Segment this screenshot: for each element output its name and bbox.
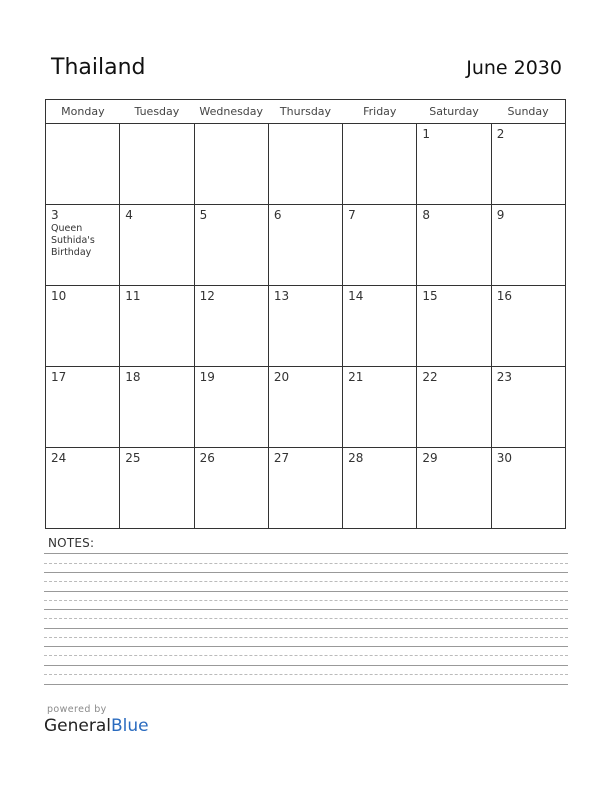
calendar-grid xyxy=(45,99,566,529)
notes-line xyxy=(44,684,568,685)
weekday-header: Friday xyxy=(343,100,417,124)
day-cell xyxy=(417,205,491,286)
notes-line-dashed xyxy=(44,563,568,564)
day-number: 1 xyxy=(422,127,431,141)
day-cell xyxy=(417,367,491,448)
month-title: June 2030 xyxy=(466,57,562,79)
day-cell xyxy=(343,367,417,448)
notes-line xyxy=(44,572,568,573)
week-row xyxy=(46,367,566,448)
day-cell xyxy=(120,367,194,448)
day-number: 28 xyxy=(348,451,364,465)
notes-line-dashed xyxy=(44,618,568,619)
weekday-header: Saturday xyxy=(417,100,491,124)
day-cell xyxy=(268,286,342,367)
day-cell xyxy=(343,286,417,367)
day-cell xyxy=(194,124,268,205)
day-cell xyxy=(343,124,417,205)
day-number: 30 xyxy=(496,451,512,465)
weekday-header: Wednesday xyxy=(194,100,268,124)
day-number: 9 xyxy=(496,208,505,222)
day-number: 8 xyxy=(422,208,431,222)
day-cell xyxy=(343,205,417,286)
day-number: 3 xyxy=(51,208,59,222)
weekday-header: Monday xyxy=(46,100,120,124)
day-cell xyxy=(46,286,120,367)
day-cell xyxy=(120,286,194,367)
notes-line xyxy=(44,628,568,629)
week-row xyxy=(46,124,566,205)
day-cell xyxy=(194,448,268,529)
day-number: 21 xyxy=(348,370,364,384)
day-cell xyxy=(194,367,268,448)
day-number: 19 xyxy=(199,370,215,384)
day-number: 2 xyxy=(496,127,505,141)
notes-line-dashed xyxy=(44,655,568,656)
holiday-label: Queen Suthida's Birthday xyxy=(51,223,95,258)
notes-line xyxy=(44,646,568,647)
day-number: 11 xyxy=(125,289,141,303)
day-cell xyxy=(268,448,342,529)
day-cell xyxy=(268,124,342,205)
powered-by-text: powered by xyxy=(47,704,107,715)
country-title: Thailand xyxy=(51,55,146,80)
day-cell xyxy=(417,286,491,367)
day-number: 16 xyxy=(496,289,512,303)
day-number: 12 xyxy=(199,289,215,303)
day-number: 22 xyxy=(422,370,438,384)
weekday-header: Thursday xyxy=(268,100,342,124)
notes-line-dashed xyxy=(44,637,568,638)
day-number: 23 xyxy=(496,370,512,384)
day-cell xyxy=(46,367,120,448)
brand-logo xyxy=(44,716,149,736)
brand-blue: Blue xyxy=(111,716,149,736)
day-number: 17 xyxy=(51,370,67,384)
day-cell xyxy=(46,124,120,205)
day-cell xyxy=(268,205,342,286)
day-cell xyxy=(417,448,491,529)
day-number: 27 xyxy=(273,451,290,465)
day-number: 18 xyxy=(125,370,141,384)
day-number: 7 xyxy=(348,208,356,222)
day-number: 5 xyxy=(199,208,208,222)
day-number: 10 xyxy=(51,289,67,303)
weekday-header: Sunday xyxy=(491,100,565,124)
notes-line xyxy=(44,665,568,666)
day-number: 25 xyxy=(125,451,141,465)
day-number: 15 xyxy=(422,289,438,303)
week-row xyxy=(46,205,566,286)
day-number: 24 xyxy=(51,451,67,465)
day-cell xyxy=(120,124,194,205)
day-cell xyxy=(194,205,268,286)
day-cell xyxy=(46,205,120,286)
notes-line xyxy=(44,553,568,554)
day-cell xyxy=(46,448,120,529)
day-number: 29 xyxy=(422,451,438,465)
day-cell xyxy=(491,205,565,286)
day-cell xyxy=(120,205,194,286)
day-number: 4 xyxy=(125,208,133,222)
brand-general: General xyxy=(44,716,111,736)
week-row xyxy=(46,286,566,367)
day-number: 20 xyxy=(273,370,290,384)
day-number: 14 xyxy=(348,289,364,303)
weekday-header-row xyxy=(46,100,566,124)
notes-line xyxy=(44,609,568,610)
day-cell xyxy=(491,124,565,205)
day-cell xyxy=(491,448,565,529)
day-number: 13 xyxy=(273,289,290,303)
day-cell xyxy=(194,286,268,367)
day-cell xyxy=(491,286,565,367)
notes-line xyxy=(44,591,568,592)
notes-label: NOTES: xyxy=(48,536,95,550)
notes-line-dashed xyxy=(44,600,568,601)
day-cell xyxy=(491,367,565,448)
day-cell xyxy=(268,367,342,448)
notes-line-dashed xyxy=(44,674,568,675)
day-number: 6 xyxy=(273,208,282,222)
notes-line-dashed xyxy=(44,581,568,582)
week-row xyxy=(46,448,566,529)
weekday-header: Tuesday xyxy=(120,100,194,124)
day-number: 26 xyxy=(199,451,215,465)
day-cell xyxy=(343,448,417,529)
day-cell xyxy=(417,124,491,205)
day-cell xyxy=(120,448,194,529)
